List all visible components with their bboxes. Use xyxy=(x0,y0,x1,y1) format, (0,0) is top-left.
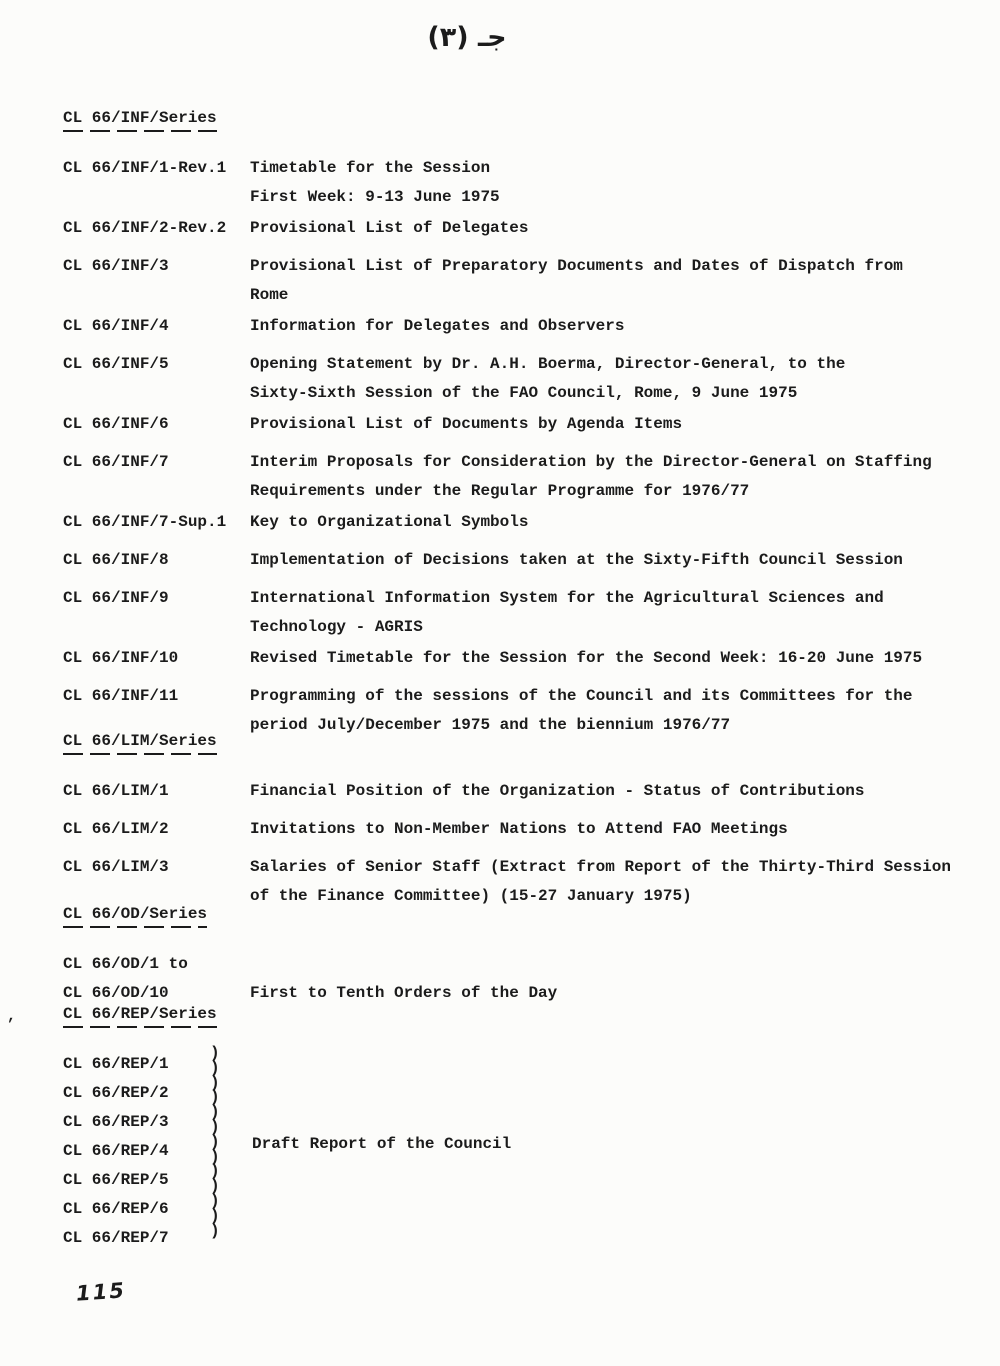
doc-code: CL 66/LIM/1 xyxy=(63,782,169,800)
doc-code: CL 66/INF/9 xyxy=(63,589,169,607)
section-heading-row xyxy=(63,731,972,751)
rep-entries-group xyxy=(63,1044,972,1280)
doc-code: CL 66/INF/6 xyxy=(63,415,169,433)
section-heading: CL 66/OD/Series xyxy=(63,904,207,928)
doc-entry-row xyxy=(63,584,972,642)
doc-code: CL 66/REP/6 xyxy=(63,1200,169,1218)
doc-code: CL 66/INF/10 xyxy=(63,649,179,667)
doc-code: CL 66/INF/7-Sup.1 xyxy=(63,513,227,531)
brace-paren: ) xyxy=(210,1221,220,1240)
doc-entry-row xyxy=(63,410,972,439)
doc-title xyxy=(250,410,972,439)
brace-paren: ) xyxy=(210,1073,220,1092)
doc-title xyxy=(250,312,972,341)
section-lim-series xyxy=(63,731,972,913)
brace-paren: ) xyxy=(210,1088,220,1107)
doc-title-line: Sixty-Sixth Session of the FAO Council, Rome, 9 June 1975 xyxy=(250,384,798,402)
doc-title-line: Timetable for the Session xyxy=(250,159,491,177)
doc-title xyxy=(250,644,972,673)
section-heading-row xyxy=(63,1004,972,1024)
doc-code-line: CL 66/OD/10 xyxy=(63,984,169,1002)
brace-paren: ) xyxy=(210,1117,220,1136)
arabic-page-header: (٣) جـ xyxy=(427,22,507,53)
doc-title-line: Opening Statement by Dr. A.H. Boerma, Director-General, to the xyxy=(250,355,846,373)
doc-title xyxy=(250,448,972,506)
doc-title-line: Programming of the sessions of the Council and its Committees for the xyxy=(250,687,913,705)
doc-title-line: Provisional List of Documents by Agenda Items xyxy=(250,415,683,433)
doc-code xyxy=(63,950,250,1008)
doc-title-line: Provisional List of Delegates xyxy=(250,219,529,237)
doc-entry-row xyxy=(63,154,972,212)
doc-entry-row xyxy=(63,815,972,844)
section-heading: CL 66/LIM/Series xyxy=(63,731,217,755)
doc-title-line: First Week: 9-13 June 1975 xyxy=(250,188,500,206)
doc-title-line: of the Finance Committee) (15-27 January 1975) xyxy=(250,887,692,905)
doc-title-line: Draft Report of the Council xyxy=(252,1135,512,1153)
doc-code: CL 66/REP/2 xyxy=(63,1084,169,1102)
doc-title xyxy=(250,853,972,911)
doc-code-line: CL 66/OD/1 to xyxy=(63,955,188,973)
doc-title xyxy=(250,815,972,844)
brace-paren: ) xyxy=(210,1103,220,1122)
section-rep-series xyxy=(63,1004,972,1280)
doc-title-line: Implementation of Decisions taken at the Sixty-Fifth Council Session xyxy=(250,551,903,569)
doc-code: CL 66/REP/3 xyxy=(63,1113,169,1131)
section-heading: CL 66/REP/Series xyxy=(63,1004,217,1028)
doc-code: CL 66/INF/3 xyxy=(63,257,169,275)
doc-entry-row xyxy=(63,214,972,243)
doc-entry-row xyxy=(63,644,972,673)
brace-paren-column xyxy=(210,1046,220,1238)
doc-code: CL 66/REP/5 xyxy=(63,1171,169,1189)
doc-entry-row xyxy=(63,777,972,806)
doc-title xyxy=(250,214,972,243)
doc-entry-row xyxy=(63,312,972,341)
brace-paren: ) xyxy=(210,1058,220,1077)
doc-entry-row xyxy=(63,508,972,537)
doc-code: CL 66/INF/11 xyxy=(63,687,179,705)
handwritten-page-number: 115 xyxy=(75,1278,127,1306)
doc-code: CL 66/INF/5 xyxy=(63,355,169,373)
doc-code: CL 66/INF/4 xyxy=(63,317,169,335)
section-inf-series xyxy=(63,108,972,742)
doc-title-line: Revised Timetable for the Session for the Second Week: 16-20 June 1975 xyxy=(250,649,923,667)
doc-code: CL 66/INF/2-Rev.2 xyxy=(63,219,227,237)
doc-title-line: Invitations to Non-Member Nations to Attend FAO Meetings xyxy=(250,820,788,838)
doc-title-line: Rome xyxy=(250,286,289,304)
doc-title xyxy=(250,350,972,408)
doc-code: CL 66/LIM/2 xyxy=(63,820,169,838)
rep-code-list xyxy=(63,1050,972,1253)
doc-entry-row xyxy=(63,252,972,310)
doc-title-line: Interim Proposals for Consideration by the Director-General on Staffing xyxy=(250,453,932,471)
doc-code: CL 66/INF/1-Rev.1 xyxy=(63,159,227,177)
brace-paren: ) xyxy=(210,1132,220,1151)
doc-code: CL 66/REP/1 xyxy=(63,1055,169,1073)
doc-title-line: Key to Organizational Symbols xyxy=(250,513,529,531)
doc-code: CL 66/INF/8 xyxy=(63,551,169,569)
brace-paren: ) xyxy=(210,1191,220,1210)
doc-title xyxy=(250,508,972,537)
doc-title-line: First to Tenth Orders of the Day xyxy=(250,984,558,1002)
doc-title xyxy=(250,584,972,642)
doc-title-line: Provisional List of Preparatory Documents and Dates of Dispatch from xyxy=(250,257,903,275)
section-heading: CL 66/INF/Series xyxy=(63,108,217,132)
doc-code: CL 66/LIM/3 xyxy=(63,858,169,876)
doc-entry-row xyxy=(63,448,972,506)
brace-paren: ) xyxy=(210,1177,220,1196)
doc-title-line: Financial Position of the Organization - Status of Contributions xyxy=(250,782,865,800)
brace-paren: ) xyxy=(210,1147,220,1166)
doc-code: CL 66/INF/7 xyxy=(63,453,169,471)
doc-title-line: Salaries of Senior Staff (Extract from Report of the Thirty-Third Session xyxy=(250,858,951,876)
doc-title xyxy=(250,777,972,806)
brace-paren: ) xyxy=(210,1206,220,1225)
section-heading-row xyxy=(63,108,972,128)
doc-title-line: Information for Delegates and Observers xyxy=(250,317,625,335)
doc-entry-row xyxy=(63,546,972,575)
scan-artifact-mark: , xyxy=(7,1008,17,1025)
doc-title xyxy=(250,154,972,212)
doc-code: CL 66/REP/4 xyxy=(63,1142,169,1160)
doc-entry-row xyxy=(63,350,972,408)
doc-title xyxy=(250,546,972,575)
doc-entry-row xyxy=(63,950,972,1008)
brace-paren: ) xyxy=(210,1162,220,1181)
doc-title-line: period July/December 1975 and the biennium 1976/77 xyxy=(250,716,731,734)
doc-code: CL 66/REP/7 xyxy=(63,1229,169,1247)
doc-title-line: Requirements under the Regular Programme for 1976/77 xyxy=(250,482,750,500)
brace-paren: ) xyxy=(210,1044,220,1062)
doc-entry-row xyxy=(63,853,972,911)
section-heading-row xyxy=(63,904,972,924)
doc-title xyxy=(250,252,972,310)
doc-title-line: International Information System for the Agricultural Sciences and xyxy=(250,589,884,607)
doc-title-line: Technology - AGRIS xyxy=(250,618,423,636)
section-od-series xyxy=(63,904,972,1017)
